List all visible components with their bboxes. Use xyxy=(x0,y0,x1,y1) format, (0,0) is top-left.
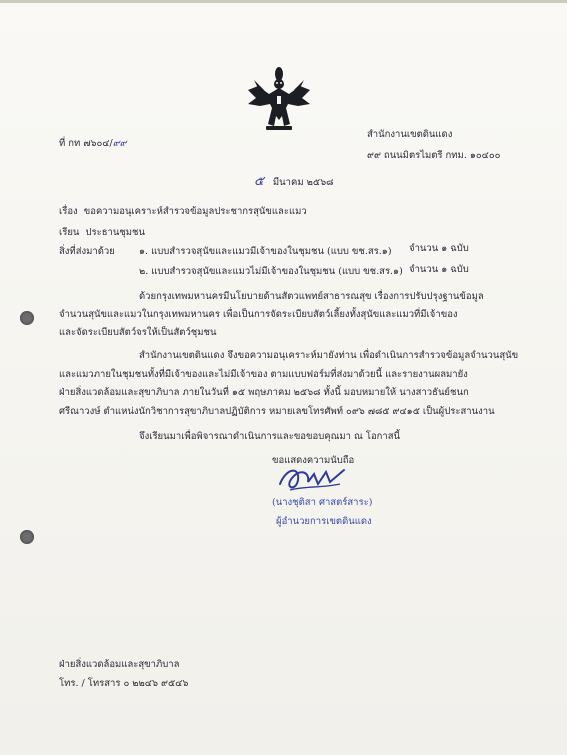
body-paragraph-1-line-3: และจัดระเบียบสัตว์จรให้เป็นสัตว์ชุมชน xyxy=(59,327,217,338)
footer-phone: โทร. / โทรสาร ๐ ๒๒๔๖ ๙๕๔๖ xyxy=(59,678,189,689)
page-top-edge xyxy=(0,0,567,3)
salutation-recipient: ประธานชุมชน xyxy=(85,227,145,238)
enclosure-item-1: ๑. แบบสำรวจสุนัขและแมวมีเจ้าของในชุมชน (แบบ ขช.สร.๑) xyxy=(139,246,392,257)
enclosure-item-2: ๒. แบบสำรวจสุนัขและแมวไม่มีเจ้าของในชุมชน (แบบ ขช.สร.๑) xyxy=(139,266,403,277)
reference-number-handwritten: ๙๙ xyxy=(112,138,127,149)
body-paragraph-2-line-3: ฝ่ายสิ่งแวดล้อมและสุขาภิบาล ภายในวันที่ ๑๕ พฤษภาคม ๒๕๖๘ ทั้งนี้ มอบหมายให้ นางสาวธันย์ชนก xyxy=(59,387,469,398)
date-day-handwritten: ๕ xyxy=(254,174,264,189)
letter-date xyxy=(254,176,333,189)
salutation-label: เรียน xyxy=(59,227,80,238)
garuda-emblem xyxy=(244,64,314,136)
closing-paragraph: จึงเรียนมาเพื่อพิจารณาดำเนินการและขอขอบคุณมา ณ โอกาสนี้ xyxy=(139,431,401,442)
enclosure-qty-1: จำนวน ๑ ฉบับ xyxy=(409,243,469,254)
reference-number xyxy=(59,138,127,150)
reference-number-text: ที่ กท ๗๖๐๔/ xyxy=(59,138,113,149)
signer-name: (นางชุติสา ศาสตร์สาระ) xyxy=(272,497,373,508)
sender-office: สำนักงานเขตดินแดง xyxy=(367,129,453,140)
punch-hole-bottom xyxy=(20,530,34,544)
body-paragraph-2-line-2: และแมวภายในชุมชนทั้งที่มีเจ้าของและไม่มีเจ้าของ ตามแบบฟอร์มที่ส่งมาด้วยนี้ และรายงานผลมายัง xyxy=(59,369,468,380)
body-paragraph-1-line-1: ด้วยกรุงเทพมหานครมีนโยบายด้านสัตวแพทย์สาธารณสุข เรื่องการปรับปรุงฐานข้อมูล xyxy=(139,291,484,302)
signature xyxy=(270,462,350,496)
date-month-year: มีนาคม ๒๕๖๘ xyxy=(272,177,334,188)
body-paragraph-2-line-4: ศรีณาวงษ์ ตำแหน่งนักวิชาการสุขาภิบาลปฏิบัติการ หมายเลขโทรศัพท์ ๐๙๖ ๗๘๕ ๙๔๑๕ เป็นผู้ประสานงาน xyxy=(59,406,495,417)
enclosure-label: สิ่งที่ส่งมาด้วย xyxy=(59,246,115,257)
subject-label: เรื่อง xyxy=(59,206,78,217)
signer-title: ผู้อำนวยการเขตดินแดง xyxy=(276,516,372,527)
closing-phrase: ขอแสดงความนับถือ xyxy=(272,455,355,466)
subject-line xyxy=(59,206,307,218)
enclosure-qty-2: จำนวน ๑ ฉบับ xyxy=(409,264,469,275)
salutation-line xyxy=(59,227,145,239)
footer-department: ฝ่ายสิ่งแวดล้อมและสุขาภิบาล xyxy=(59,659,180,670)
body-paragraph-2-line-1: สำนักงานเขตดินแดง จึงขอความอนุเคราะห์มายังท่าน เพื่อดำเนินการสำรวจข้อมูลจำนวนสุนัข xyxy=(139,350,519,361)
punch-hole-top xyxy=(20,311,34,325)
sender-address: ๙๙ ถนนมิตรไมตรี กทม. ๑๐๔๐๐ xyxy=(367,150,501,161)
subject-text: ขอความอนุเคราะห์สำรวจข้อมูลประชากรสุนัขและแมว xyxy=(83,206,307,217)
body-paragraph-1-line-2: จำนวนสุนัขและแมวในกรุงเทพมหานคร เพื่อเป็นการจัดระเบียบสัตว์เลี้ยงทั้งสุนัขและแมวที่มีเจ้าของ xyxy=(59,309,458,320)
